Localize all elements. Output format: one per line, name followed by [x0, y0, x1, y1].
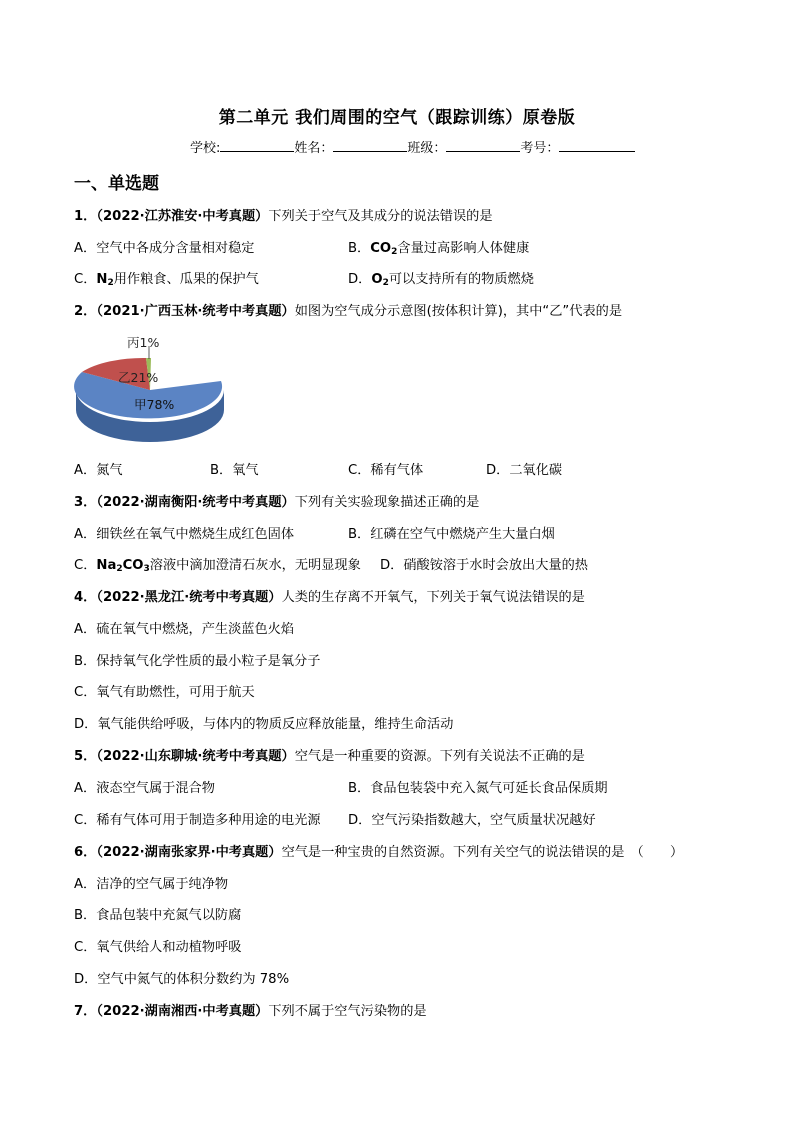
exam-no-blank	[559, 138, 635, 152]
q2-option-d: D．二氧化碳	[486, 463, 563, 478]
pie-label-jia: 甲78%	[134, 397, 175, 412]
section-title: 一、单选题	[74, 174, 159, 194]
q3-option-c: C．$Na_2CO_3$溶液中滴加澄清石灰水，无明显现象	[74, 558, 361, 574]
student-info-row	[190, 137, 635, 156]
question-7-stem: 7．（2022·湖南湘西·中考真题）下列不属于空气污染物的是	[74, 1004, 427, 1019]
q4-option-d: D．氧气能供给呼吸，与体内的物质反应释放能量，维持生命活动	[74, 717, 454, 732]
q5-option-b: B．食品包装袋中充入氮气可延长食品保质期	[348, 781, 608, 796]
q2-option-a: A．氮气	[74, 463, 123, 478]
q1-option-b: B．$CO_2$含量过高影响人体健康	[348, 241, 530, 257]
q5-option-a: A．液态空气属于混合物	[74, 781, 215, 796]
q4-option-a: A．硫在氧气中燃烧，产生淡蓝色火焰	[74, 622, 295, 637]
question-4-stem: 4．（2022·黑龙江·统考中考真题）人类的生存离不开氧气，下列关于氧气说法错误的是	[74, 590, 585, 605]
class-label: 班级：	[407, 141, 447, 156]
name-blank	[333, 138, 407, 152]
air-composition-pie-chart	[72, 330, 232, 446]
exam-no-label: 考号：	[520, 141, 560, 156]
q3-option-d: D．硝酸铵溶于水时会放出大量的热	[380, 558, 588, 573]
pie-label-yi: 乙21%	[118, 370, 159, 385]
question-5-stem: 5．（2022·山东聊城·统考中考真题）空气是一种重要的资源。下列有关说法不正确的是	[74, 749, 585, 764]
question-2-stem: 2．（2021·广西玉林·统考中考真题）如图为空气成分示意图(按体积计算)，其中“乙”代表的是	[74, 304, 623, 319]
class-blank	[446, 138, 520, 152]
q2-option-c: C．稀有气体	[348, 463, 424, 478]
q3-option-b: B．红磷在空气中燃烧产生大量白烟	[348, 527, 555, 542]
page-title: 第二单元 我们周围的空气（跟踪训练）原卷版	[218, 108, 576, 128]
q4-option-c: C．氧气有助燃性，可用于航天	[74, 685, 255, 700]
name-label: 姓名：	[294, 141, 334, 156]
q1-option-d: D．$O_2$可以支持所有的物质燃烧	[348, 272, 534, 288]
q5-option-d: D．空气污染指数越大，空气质量状况越好	[348, 813, 596, 828]
pie-label-bing: 丙1%	[127, 335, 160, 350]
question-1-stem: 1．（2022·江苏淮安·中考真题）下列关于空气及其成分的说法错误的是	[74, 209, 493, 224]
q6-option-b: B．食品包装中充氮气以防腐	[74, 908, 242, 923]
q6-option-a: A．洁净的空气属于纯净物	[74, 877, 229, 892]
school-label: 学校:	[190, 141, 221, 156]
q6-option-d: D．空气中氮气的体积分数约为 78%	[74, 972, 290, 987]
q1-option-c: C．$N_2$用作粮食、瓜果的保护气	[74, 272, 259, 288]
q4-option-b: B．保持氧气化学性质的最小粒子是氧分子	[74, 654, 321, 669]
question-3-stem: 3．（2022·湖南衡阳·统考中考真题）下列有关实验现象描述正确的是	[74, 495, 480, 510]
school-blank	[220, 138, 294, 152]
q2-option-b: B．氧气	[210, 463, 259, 478]
q3-option-a: A．细铁丝在氧气中燃烧生成红色固体	[74, 527, 295, 542]
q6-option-c: C．氧气供给人和动植物呼吸	[74, 940, 242, 955]
question-6-stem: 6．（2022·湖南张家界·中考真题）空气是一种宝贵的自然资源。下列有关空气的说法错误的是 （ ）	[74, 845, 684, 860]
q1-option-a: A．空气中各成分含量相对稳定	[74, 241, 255, 256]
q5-option-c: C．稀有气体可用于制造多种用途的电光源	[74, 813, 321, 828]
